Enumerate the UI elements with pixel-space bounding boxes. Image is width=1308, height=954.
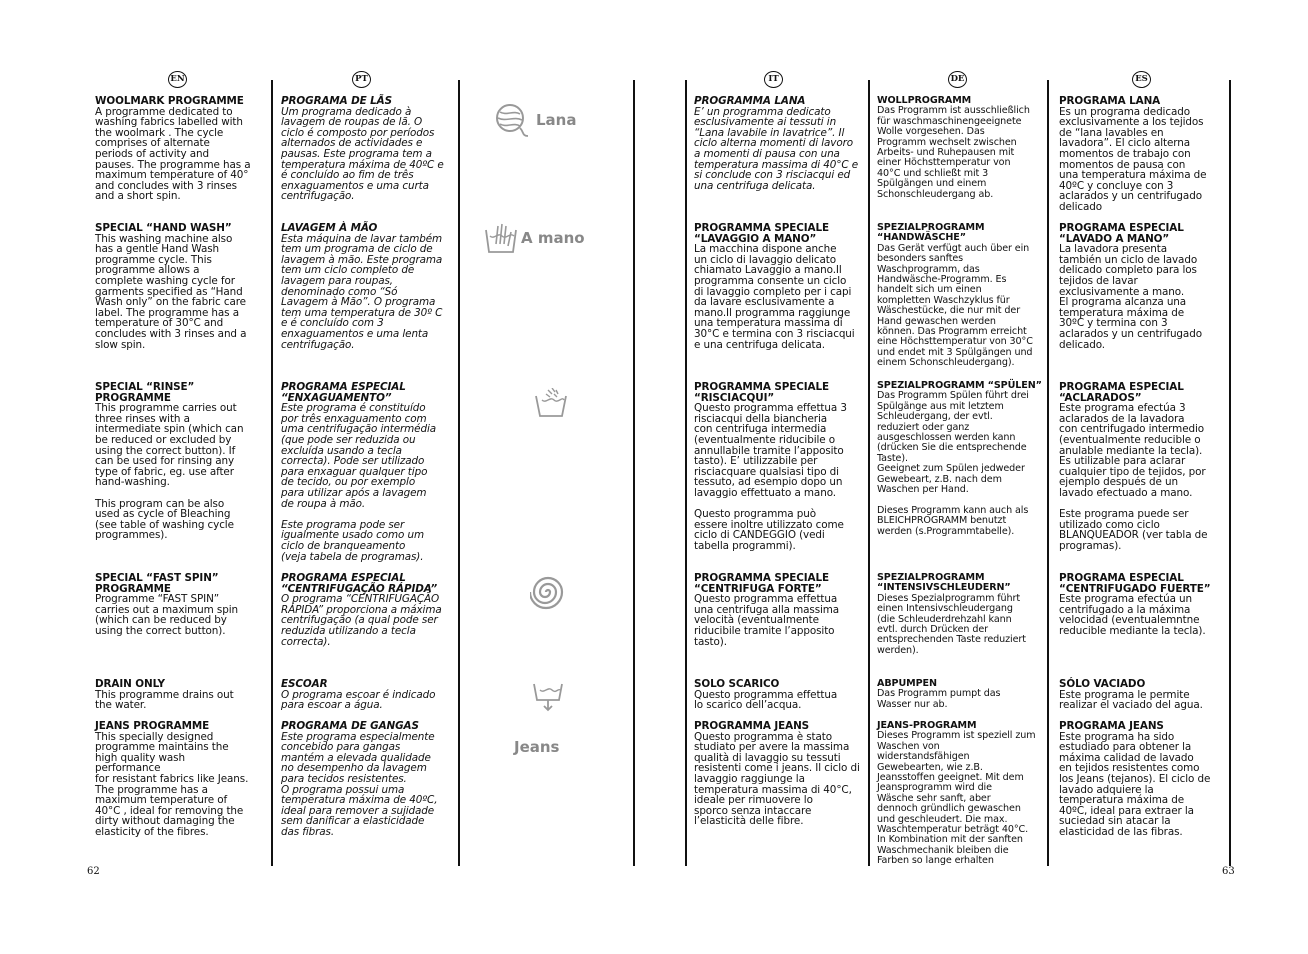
- language-badge-en: EN: [168, 71, 187, 88]
- section-hand-wash: [281, 223, 453, 350]
- section-body: Este programa ha sido estudiado para obtener la máxima calidad de lavado en tejidos resistentes como los Jeans (tejanos). El ciclo de lavado adquiere la temperatura máxima de 40ºC, ideal para extraer la suciedad sin atacar la elasticidad de las fibras.: [1059, 730, 1211, 838]
- column-divider: [1229, 80, 1231, 866]
- section-heading: PROGRAMA ESPECIAL “LAVADO A MANO”: [1059, 222, 1184, 245]
- section-heading: PROGRAMMA SPECIALE “RISCIACQUI”: [694, 381, 830, 404]
- language-badge-es: ES: [1132, 71, 1151, 88]
- page-number-left: 62: [87, 866, 100, 877]
- section-heading: WOLLPROGRAMM: [877, 95, 972, 106]
- section-heading: SÓLO VACIADO: [1059, 678, 1146, 690]
- section-body: Esta máquina de lavar também tem um programa de ciclo de lavagem à mão. Este programa tem um ciclo completo de lavagem para roupas, denominado como “Só Lavagem à Mão”. O programa tem uma temperatura de 30º C e é concluído com 3 enxaguamentos e uma lenta centrifugação.: [281, 232, 443, 351]
- section-woolmark: [95, 96, 267, 202]
- section-body: A programme dedicated to washing fabrics labelled with the woolmark . The cycle comprises of alternate periods of activity and pauses. The programme has a maximum temperature of 40° and concludes with 3 rinses and a short spin.: [95, 105, 251, 203]
- section-drain: [281, 679, 453, 711]
- section-body: Das Gerät verfügt auch über ein besonders sanftes Waschprogramm, das Handwäsche-Programm. Es handelt sich um einen kompletten Waschzyklus für Wäschestücke, die nur mit der Hand gewaschen werden können. Das Programm erreicht eine Höchsttemperatur von 30°C und endet mit 3 Spülgängen und einem Schonschleudergang).: [877, 242, 1033, 369]
- section-heading: ABPUMPEN: [877, 678, 937, 689]
- section-body: Este programa efectúa un centrifugado a la máxima velocidad (eventualemntne reducible mediante la tecla).: [1059, 593, 1206, 637]
- section-body: This programme carries out three rinses with a intermediate spin (which can be reduced or excluded by using the correct button). If can be used for rinsing any type of fabric, eg. use after hand-washing. This program can be also used as cycle of Bleaching (see table of washing cycle programmes).: [95, 402, 244, 542]
- column-divider: [685, 80, 687, 866]
- section-fast-spin: [281, 573, 453, 647]
- section-heading: PROGRAMMA SPECIALE “CENTRIFUGA FORTE”: [694, 572, 830, 595]
- section-heading: SPEZIALPROGRAMM “SPÜLEN”: [877, 380, 1042, 391]
- section-heading: PROGRAMMA JEANS: [694, 720, 810, 732]
- section-heading: SPEZIALPROGRAMM “INTENSIVSCHLEUDERN”: [877, 572, 1011, 594]
- language-badge-pt: PT: [352, 71, 371, 88]
- section-body: Questo programma effettua 3 risciacqui della biancheria con centrifuga intermedia (eventualmente riducibile o annullabile tramite l’apposito tasto). E’ utilizzabile per risciacquare qualsiasi tipo di tessuto, ad esempio dopo un lavaggio effettuato a mano. Questo programma può essere inoltre utilizzato come ciclo di CANDEGGIO (vedi tabella programmi).: [694, 402, 847, 552]
- section-woolmark: [877, 96, 1045, 200]
- spin-spiral-icon: [530, 574, 566, 614]
- section-body: Este programa especialmente concebido para gangas mantém a elevada qualidade no desempenho da lavagem para tecidos resistentes. O programa possui uma temperatura máxima de 40ºC, ideal para remover a sujidade sem danificar a elasticidade das fibras.: [281, 730, 438, 838]
- section-heading: SPECIAL “RINSE” PROGRAMME: [95, 381, 195, 404]
- section-heading: PROGRAMA ESPECIAL “ACLARADOS”: [1059, 381, 1184, 404]
- section-hand-wash: [877, 223, 1045, 369]
- section-body: Dieses Programm ist speziell zum Waschen von widerstandsfähigen Gewebearten, wie z.B. Jeansstoffen geeignet. Mit dem Jeansprogramm wird die Wäsche sehr sanft, aber dennoch gründlich gewaschen und geschleudert. Die max. Waschtemperatur beträgt 40°C. In Kombination mit der sanften Waschmechanik bleiben die Farben so lange erhalten: [877, 730, 1036, 867]
- hand-wash-icon: [484, 222, 518, 258]
- section-rinse: [95, 382, 267, 541]
- section-rinse: [877, 381, 1045, 537]
- section-body: Questo programma effettua una centrifuga alla massima velocità (eventualmente riducibile tramite l’apposito tasto).: [694, 593, 840, 648]
- section-woolmark: [1059, 96, 1227, 213]
- section-drain: [1059, 679, 1227, 711]
- section-drain: [877, 679, 1045, 710]
- section-heading: PROGRAMA DE LÃS: [281, 95, 393, 107]
- section-body: Um programa dedicado à lavagem de roupas de lã. O ciclo é composto por períodos alternados de actividades e pausas. Este programa tem a temperatura máxima de 40ºC e é concluído ao fim de três enxaguamentos e uma curta centrifugação.: [281, 105, 444, 203]
- section-jeans: [1059, 721, 1227, 838]
- section-fast-spin: [1059, 573, 1227, 637]
- section-heading: DRAIN ONLY: [95, 678, 165, 690]
- section-jeans: [281, 721, 453, 838]
- section-jeans: [694, 721, 864, 827]
- section-rinse: [281, 382, 453, 562]
- section-heading: WOOLMARK PROGRAMME: [95, 95, 244, 107]
- section-hand-wash: [694, 223, 864, 350]
- section-body: O programa “CENTRIFUGAÇÃO RÁPIDA” proporciona a máxima centrifugação (a qual pode ser reduzida utilizando a tecla correcta).: [281, 593, 442, 648]
- section-body: Programme “FAST SPIN” carries out a maximum spin (which can be reduced by using the correct button).: [95, 593, 238, 637]
- column-divider: [271, 80, 273, 866]
- language-badge-it: IT: [764, 71, 783, 88]
- section-heading: PROGRAMA ESPECIAL “ENXAGUAMENTO”: [281, 381, 406, 404]
- section-drain: [694, 679, 864, 711]
- section-body: Dieses Spezialprogramm führt einen Intensivschleudergang (die Schleuderdrehzahl kann evtl. durch Drücken der entsprechenden Taste reduziert werden).: [877, 592, 1026, 656]
- column-divider: [458, 80, 460, 866]
- section-body: Das Programm pumpt das Wasser nur ab.: [877, 688, 1001, 710]
- section-fast-spin: [877, 573, 1045, 656]
- section-jeans: [877, 721, 1045, 867]
- section-heading: SPECIAL “HAND WASH”: [95, 222, 232, 234]
- section-body: E’ un programma dedicato esclusivamente ai tessuti in “Lana lavabile in lavatrice”. Il ciclo alterna momenti di lavoro a momenti di pausa con una temperatura massima di 40°C e si conclude con 3 risciacqui ed una centrifuga delicata.: [694, 105, 859, 192]
- section-heading: PROGRAMMA SPECIALE “LAVAGGIO A MANO”: [694, 222, 830, 245]
- section-hand-wash: [1059, 223, 1227, 350]
- section-heading: PROGRAMA JEANS: [1059, 720, 1164, 732]
- section-heading: JEANS PROGRAMME: [95, 720, 210, 732]
- section-body: Es un programa dedicado exclusivamente a los tejidos de “lana lavables en lavadora”. El ciclo alterna momentos de trabajo con momentos de pausa con una temperatura máxima de 40ºC y concluye con 3 aclarados y un centrifugado delicado: [1059, 105, 1207, 213]
- column-divider: [868, 80, 870, 866]
- section-heading: PROGRAMA DE GANGAS: [281, 720, 419, 732]
- section-hand-wash: [95, 223, 267, 350]
- section-body: Este programa le permite realizar el vaciado del agua.: [1059, 688, 1203, 712]
- language-badge-de: DE: [948, 71, 967, 88]
- section-fast-spin: [95, 573, 267, 637]
- a-mano-label: A mano: [521, 229, 585, 247]
- section-heading: JEANS-PROGRAMM: [877, 720, 977, 731]
- section-body: Este programa efectúa 3 aclarados de la lavadora con centrifugado intermedio (eventualmente reducible o anulable mediante la tecla). Es utilizable para aclarar cualquier tipo de tejidos, por ejemplo después de un lavado efectuado a mano. Este programa puede ser utilizado como ciclo BLANQUEADOR (ver tabla de programas).: [1059, 402, 1208, 552]
- section-jeans: [95, 721, 267, 838]
- section-body: This programme drains out the water.: [95, 688, 234, 712]
- section-body: La lavadora presenta también un ciclo de lavado delicado completo para los tejidos de lavar exclusivamente a mano. El programa alcanza una temperatura máxima de 30ºC y termina con 3 aclarados y un centrifugado delicado.: [1059, 243, 1202, 351]
- section-body: This specially designed programme maintains the high quality wash performance for resistant fabrics like Jeans. The programme has a maximum temperature of 40°C , ideal for removing the dirty without damaging the elasticity of the fibres.: [95, 730, 249, 838]
- section-heading: ESCOAR: [281, 678, 328, 690]
- section-rinse: [1059, 382, 1227, 552]
- section-body: Este programa é constituído por três enxaguamento com uma centrifugação intermédia (que pode ser reduzida ou excluída usando a tecla correcta). Pode ser utilizado para enxaguar qualquer tipo de tecido, ou por exemplo para utilizar após a lavagem de roupa à mão. Este programa pode ser igualmente usado como um ciclo de branqueamento (veja tabela de programas).: [281, 402, 437, 563]
- section-heading: SPECIAL “FAST SPIN” PROGRAMME: [95, 572, 219, 595]
- section-heading: SOLO SCARICO: [694, 678, 780, 690]
- section-body: Das Programm ist ausschließlich für waschmaschinengeeignete Wolle vorgesehen. Das Programm wechselt zwischen Arbeits- und Ruhepausen mit einer Höchsttemperatur von 40°C und schließt mit 3 Spülgängen und einem Schonschleudergang ab.: [877, 105, 1030, 200]
- section-fast-spin: [694, 573, 864, 647]
- wool-yarn-icon: [492, 100, 532, 144]
- section-body: Questo programma effettua lo scarico dell’acqua.: [694, 688, 838, 712]
- column-divider: [1047, 80, 1049, 866]
- section-body: Questo programma è stato studiato per avere la massima qualità di lavaggio su tessuti resistenti come i jeans. Il ciclo di lavaggio raggiunge la temperatura massima di 40°C, ideale per rimuovere lo sporco senza intaccare l’elasticità delle fibre.: [694, 730, 860, 828]
- lana-label: Lana: [536, 111, 577, 129]
- section-heading: PROGRAMA LANA: [1059, 95, 1161, 107]
- jeans-label: Jeans: [514, 738, 560, 756]
- drain-tub-icon: [532, 680, 564, 716]
- section-drain: [95, 679, 267, 711]
- section-rinse: [694, 382, 864, 552]
- section-heading: SPEZIALPROGRAMM “HANDWÄSCHE”: [877, 222, 985, 244]
- section-body: Das Programm Spülen führt drei Spülgänge aus mit letztem Schleudergang, der evtl. reduziert oder ganz ausgeschlossen werden kann (drücken Sie die entsprechende Taste). Geeignet zum Spülen jedweder Gewebeart, z.B. nach dem Waschen per Hand. Dieses Programm kann auch als BLEICHPROGRAMM benutzt werden (s.Programmtabelle).: [877, 390, 1029, 537]
- rinse-icon: [534, 388, 568, 422]
- section-body: This washing machine also has a gentle Hand Wash programme cycle. This programme allows a complete washing cycle for garments specified as “Hand Wash only” on the fabric care label. The programme has a temperature of 30°C and concludes with 3 rinses and a slow spin.: [95, 232, 247, 351]
- section-heading: PROGRAMMA LANA: [694, 95, 806, 107]
- section-woolmark: [281, 96, 453, 202]
- section-heading: PROGRAMA ESPECIAL “CENTRIFUGADO FUERTE”: [1059, 572, 1211, 595]
- section-heading: LAVAGEM À MÃO: [281, 222, 378, 234]
- section-heading: PROGRAMA ESPECIAL “CENTRIFUGAÇÃO RÁPIDA”: [281, 572, 438, 595]
- section-body: O programa escoar é indicado para escoar a água.: [281, 688, 436, 712]
- page-number-right: 63: [1222, 866, 1235, 877]
- section-woolmark: [694, 96, 864, 191]
- section-body: La macchina dispone anche un ciclo di lavaggio delicato chiamato Lavaggio a mano.Il programma consente un ciclo di lavaggio completo per i capi da lavare esclusivamente a mano.Il programma raggiunge una temperatura massima di 30°C e termina con 3 risciacqui e una centrifuga delicata.: [694, 243, 855, 351]
- column-divider: [633, 80, 635, 866]
